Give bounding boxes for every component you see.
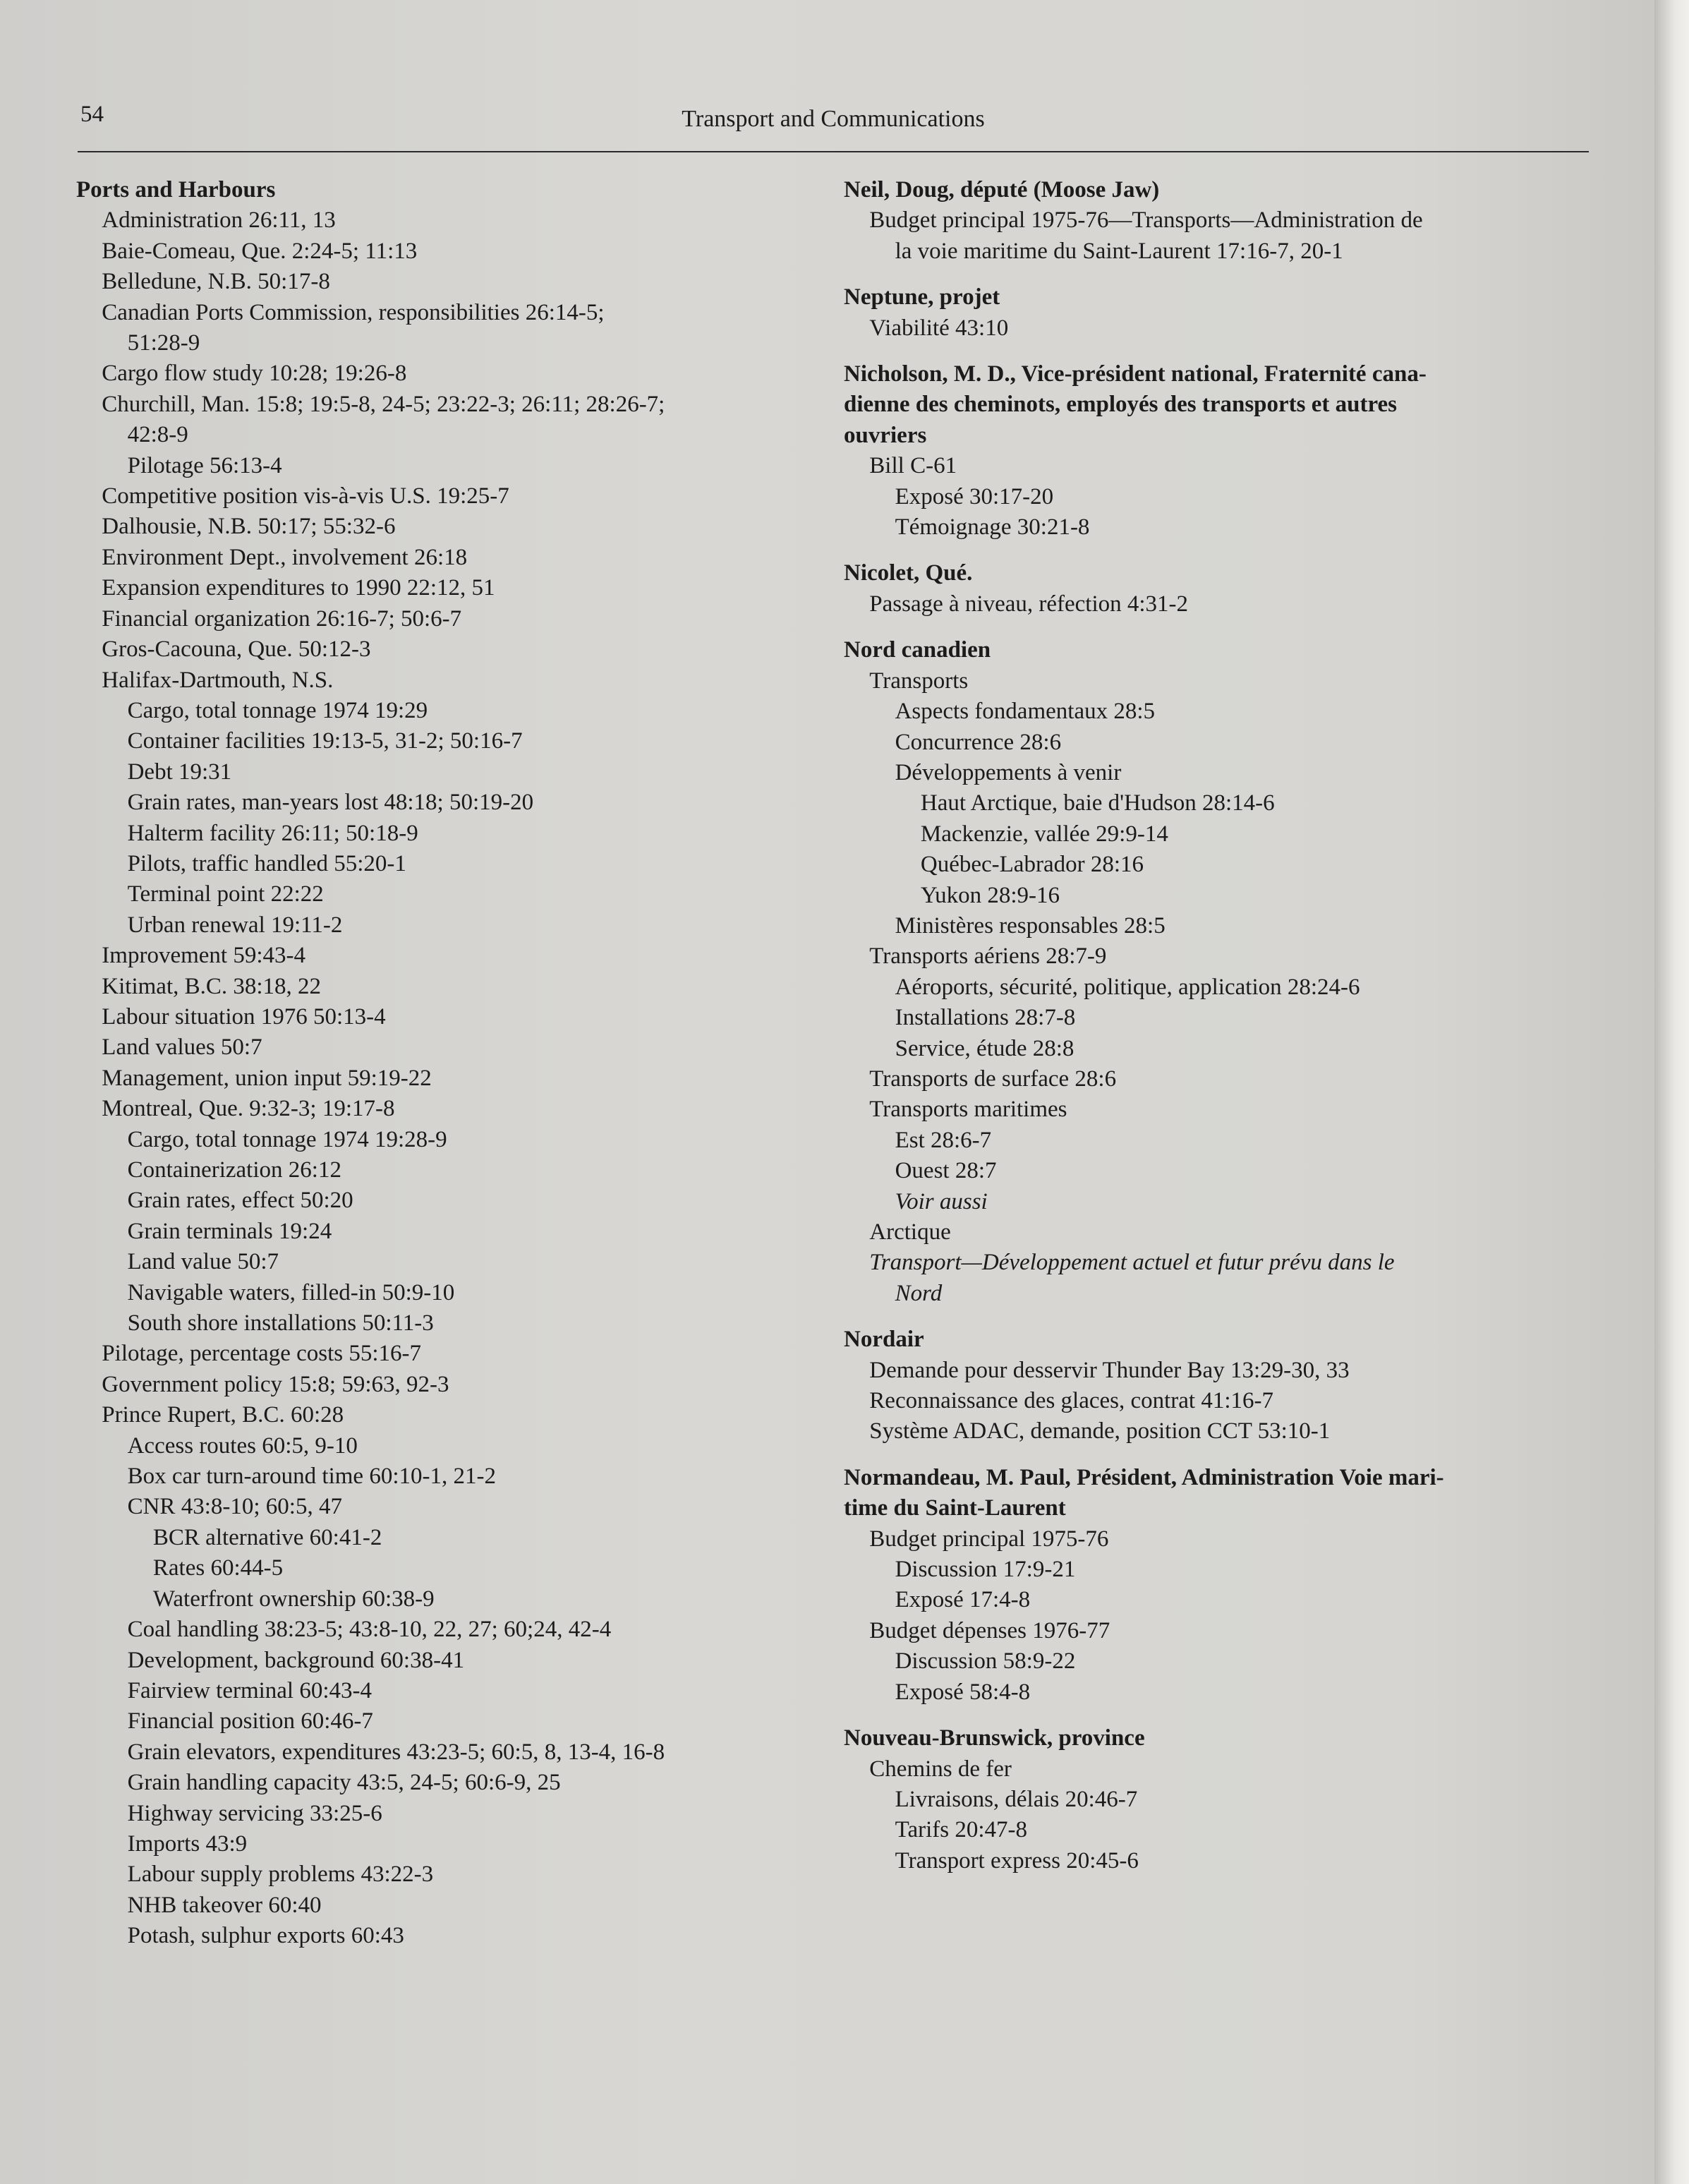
index-subline: Debt 19:31 (127, 759, 232, 785)
index-subsubline: Yukon 28:9-16 (920, 882, 1060, 908)
index-line: Arctique (869, 1219, 951, 1245)
index-subline: Exposé 30:17-20 (895, 483, 1054, 509)
index-line: Gros-Cacouna, Que. 50:12-3 (102, 637, 371, 663)
index-line: Budget principal 1975-76 (869, 1526, 1109, 1552)
index-line: Expansion expenditures to 1990 22:12, 51 (102, 575, 495, 601)
index-subline: Terminal point 22:22 (127, 881, 324, 907)
index-subline: Grain terminals 19:24 (127, 1218, 332, 1244)
entry-heading: Neil, Doug, député (Moose Jaw) (844, 177, 1160, 203)
index-line: Labour situation 1976 50:13-4 (102, 1003, 386, 1030)
index-subline: Container facilities 19:13-5, 31-2; 50:16-7 (127, 728, 523, 754)
entry-heading: Nicholson, M. D., Vice-président national, Fraternité cana- (844, 361, 1427, 387)
index-line: Belledune, N.B. 50:17-8 (102, 269, 330, 295)
index-line: Transports de surface 28:6 (869, 1066, 1117, 1092)
index-subline: NHB takeover 60:40 (127, 1892, 322, 1918)
index-line: Reconnaissance des glaces, contrat 41:16-7 (869, 1388, 1274, 1414)
index-line: Transports (869, 668, 969, 694)
index-line: Cargo flow study 10:28; 19:26-8 (102, 361, 407, 387)
index-subline: Grain handling capacity 43:5, 24-5; 60:6-9, 25 (127, 1770, 561, 1796)
cross-reference: Transport—Développement actuel et futur prévu dans le (869, 1250, 1395, 1276)
page-edge (1654, 0, 1689, 2184)
index-line: Competitive position vis-à-vis U.S. 19:25-7 (102, 483, 509, 509)
index-line: Passage à niveau, réfection 4:31-2 (869, 591, 1189, 617)
index-subline: Navigable waters, filled-in 50:9-10 (127, 1279, 455, 1305)
left-column (76, 175, 825, 1952)
index-subline: Financial position 60:46-7 (127, 1708, 373, 1734)
index-subline: Exposé 17:4-8 (895, 1587, 1031, 1613)
index-subline: Tarifs 20:47-8 (895, 1817, 1027, 1843)
index-subline: Grain rates, man-years lost 48:18; 50:19-20 (127, 790, 534, 816)
index-subsubline: Mackenzie, vallée 29:9-14 (920, 821, 1168, 847)
index-subline: Access routes 60:5, 9-10 (127, 1432, 358, 1459)
index-line: Improvement 59:43-4 (102, 943, 305, 969)
index-subline: Ouest 28:7 (895, 1158, 997, 1184)
index-subsubline: Haut Arctique, baie d'Hudson 28:14-6 (920, 790, 1275, 816)
index-line: Viabilité 43:10 (869, 315, 1009, 341)
entry-gap (844, 344, 1585, 359)
index-line: Bill C-61 (869, 453, 957, 479)
index-line: Pilotage, percentage costs 55:16-7 (102, 1341, 421, 1367)
entry-gap (844, 267, 1585, 282)
entry-heading-continued: time du Saint-Laurent (844, 1495, 1066, 1521)
index-subline: Aspects fondamentaux 28:5 (895, 699, 1156, 725)
entry-heading: Nouveau-Brunswick, province (844, 1725, 1145, 1751)
index-subline: Exposé 58:4-8 (895, 1679, 1031, 1705)
index-line-continued: 42:8-9 (127, 422, 188, 448)
index-subline: Transport express 20:45-6 (895, 1847, 1139, 1874)
running-title: Transport and Communications (682, 106, 985, 132)
index-subline: Concurrence 28:6 (895, 729, 1062, 755)
index-subline: Highway servicing 33:25-6 (127, 1800, 382, 1826)
index-subline: Discussion 17:9-21 (895, 1557, 1076, 1583)
index-subline: Discussion 58:9-22 (895, 1648, 1076, 1675)
index-subline: Pilotage 56:13-4 (127, 452, 282, 478)
index-line: Demande pour desservir Thunder Bay 13:29-30, 33 (869, 1357, 1350, 1383)
index-line-continued: la voie maritime du Saint-Laurent 17:16-7, 20-1 (895, 238, 1343, 264)
index-line: Budget dépenses 1976-77 (869, 1617, 1110, 1643)
index-subline: Land value 50:7 (127, 1249, 279, 1275)
index-subsubline: Waterfront ownership 60:38-9 (152, 1586, 435, 1612)
index-line: Baie-Comeau, Que. 2:24-5; 11:13 (102, 238, 418, 264)
index-subline: Est 28:6-7 (895, 1127, 992, 1153)
index-subline: Imports 43:9 (127, 1830, 248, 1857)
index-subline: Cargo, total tonnage 1974 19:29 (127, 697, 428, 723)
index-subline: Development, background 60:38-41 (127, 1647, 465, 1673)
entry-heading-continued: ouvriers (844, 422, 927, 448)
index-subline: Pilots, traffic handled 55:20-1 (127, 850, 406, 876)
index-subline: Ministères responsables 28:5 (895, 912, 1166, 939)
cross-reference-continued: Nord (895, 1280, 943, 1306)
index-line: Environment Dept., involvement 26:18 (102, 544, 468, 570)
index-line: Montreal, Que. 9:32-3; 19:17-8 (102, 1096, 395, 1122)
entry-heading: Nord canadien (844, 637, 991, 663)
index-subline: Potash, sulphur exports 60:43 (127, 1923, 404, 1949)
page-header (78, 99, 1589, 152)
index-subsubline: Rates 60:44-5 (152, 1555, 284, 1581)
entry-gap (844, 1309, 1585, 1325)
index-line: Chemins de fer (869, 1756, 1012, 1782)
index-line: Système ADAC, demande, position CCT 53:10-1 (869, 1418, 1331, 1444)
index-subline: Fairview terminal 60:43-4 (127, 1677, 373, 1703)
right-column (844, 175, 1585, 1876)
index-subline: Grain rates, effect 50:20 (127, 1188, 353, 1214)
entry-gap (844, 1447, 1585, 1463)
index-line: Management, union input 59:19-22 (102, 1065, 432, 1091)
index-subline: Témoignage 30:21-8 (895, 514, 1090, 541)
index-subline: Urban renewal 19:11-2 (127, 912, 343, 938)
index-line: Halifax-Dartmouth, N.S. (102, 667, 334, 693)
entry-heading: Neptune, projet (844, 284, 1000, 310)
entry-gap (844, 620, 1585, 635)
index-subline: Livraisons, délais 20:46-7 (895, 1786, 1138, 1812)
index-subline: Cargo, total tonnage 1974 19:28-9 (127, 1126, 447, 1152)
index-subline: Coal handling 38:23-5; 43:8-10, 22, 27; 60;24, 42-4 (127, 1617, 612, 1643)
index-line: Kitimat, B.C. 38:18, 22 (102, 973, 322, 999)
index-line: Transports maritimes (869, 1097, 1067, 1123)
index-subline: CNR 43:8-10; 60:5, 47 (127, 1494, 342, 1520)
index-subline: Aéroports, sécurité, politique, application 28:24-6 (895, 974, 1360, 1000)
index-subline: Service, étude 28:8 (895, 1035, 1074, 1061)
entry-heading: Normandeau, M. Paul, Président, Administration Voie mari- (844, 1464, 1444, 1490)
index-subline: Halterm facility 26:11; 50:18-9 (127, 820, 418, 846)
index-subline: Développements à venir (895, 759, 1122, 785)
see-also-label: Voir aussi (895, 1188, 988, 1214)
index-line: Government policy 15:8; 59:63, 92-3 (102, 1371, 449, 1397)
index-line-continued: 51:28-9 (127, 330, 200, 356)
index-subline: Grain elevators, expenditures 43:23-5; 60:5, 8, 13-4, 16-8 (127, 1739, 665, 1765)
index-line: Budget principal 1975-76—Transports—Administration de (869, 207, 1423, 234)
index-line: Dalhousie, N.B. 50:17; 55:32-6 (102, 514, 396, 540)
index-line: Administration 26:11, 13 (102, 207, 336, 234)
index-subline: Labour supply problems 43:22-3 (127, 1862, 434, 1888)
index-subsubline: BCR alternative 60:41-2 (152, 1524, 382, 1550)
index-subsubline: Québec-Labrador 28:16 (920, 852, 1144, 878)
index-subline: Installations 28:7-8 (895, 1005, 1076, 1031)
entry-heading-continued: dienne des cheminots, employés des transports et autres (844, 392, 1398, 418)
entry-heading: Nicolet, Qué. (844, 560, 973, 586)
entry-gap (844, 543, 1585, 558)
index-line: Land values 50:7 (102, 1034, 262, 1061)
index-subline: Box car turn-around time 60:10-1, 21-2 (127, 1464, 496, 1490)
index-line: Transports aériens 28:7-9 (869, 943, 1107, 970)
entry-heading: Nordair (844, 1327, 924, 1353)
index-subline: South shore installations 50:11-3 (127, 1310, 434, 1337)
index-line: Churchill, Man. 15:8; 19:5-8, 24-5; 23:22-3; 26:11; 28:26-7; (102, 391, 665, 417)
entry-gap (844, 1708, 1585, 1723)
index-subline: Containerization 26:12 (127, 1157, 341, 1183)
index-line: Canadian Ports Commission, responsibilities 26:14-5; (102, 299, 605, 325)
entry-heading: Ports and Harbours (76, 177, 276, 203)
index-line: Financial organization 26:16-7; 50:6-7 (102, 605, 462, 632)
page-number: 54 (80, 102, 104, 127)
index-line: Prince Rupert, B.C. 60:28 (102, 1402, 344, 1428)
